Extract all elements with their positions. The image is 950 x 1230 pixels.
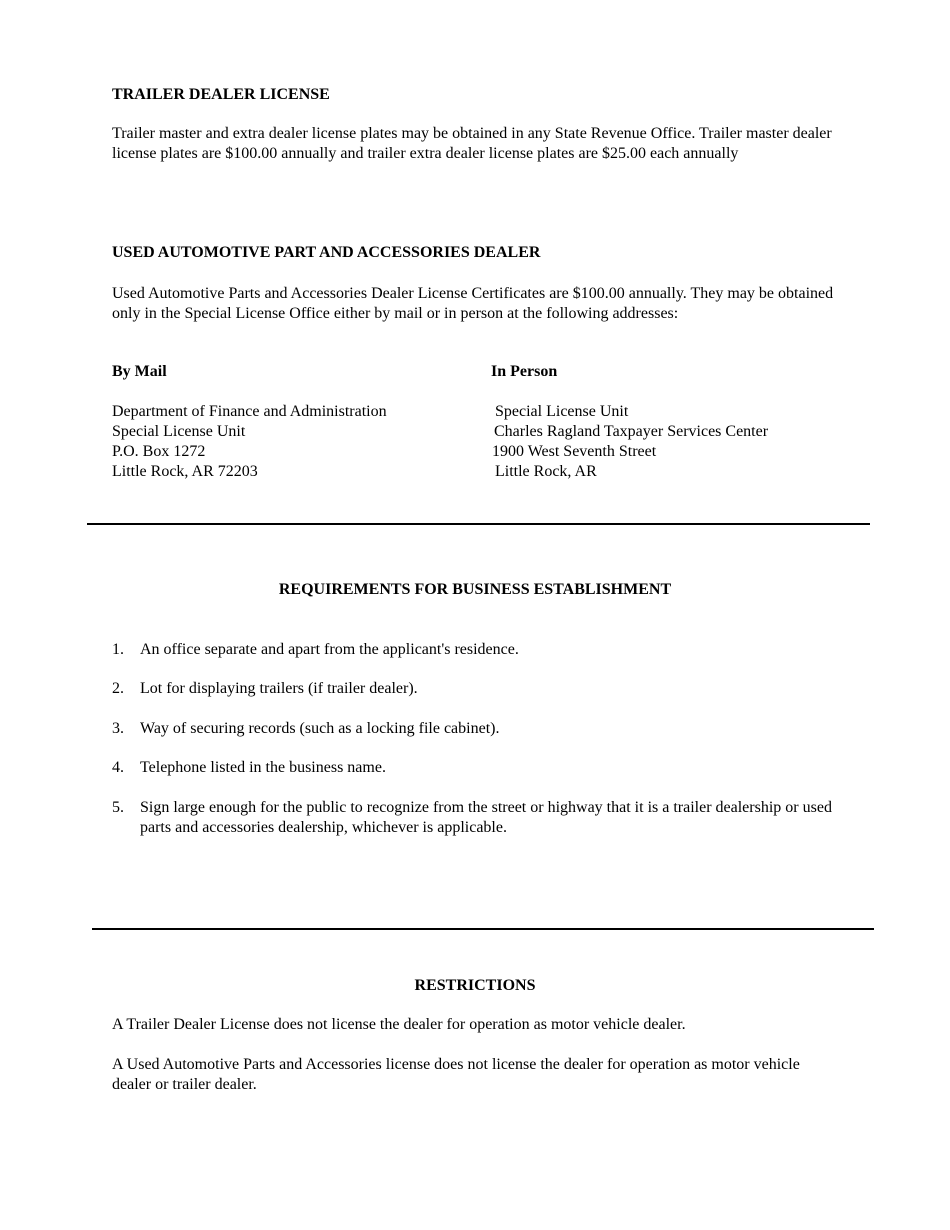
restrictions-heading: RESTRICTIONS: [414, 977, 536, 994]
list-item-text: Sign large enough for the public to recognize from the street or highway that it is a trailer dealership or used parts and accessories dealership, whichever is applicable.: [140, 799, 832, 836]
address-line: P.O. Box 1272: [112, 443, 206, 460]
list-item: [112, 758, 842, 778]
list-item: [112, 679, 842, 699]
list-item: [112, 719, 842, 739]
trailer-paragraph: Trailer master and extra dealer license plates may be obtained in any State Revenue Office. Trailer master dealer license plates are $100.00 annually and trailer extra dealer license plates are $25.00 each annually: [112, 125, 832, 162]
in-person-heading: In Person: [491, 363, 558, 380]
restrictions-paragraph: A Trailer Dealer License does not license the dealer for operation as motor vehicle dealer.: [112, 1016, 686, 1033]
address-line: Special License Unit: [495, 403, 629, 420]
restrictions-paragraph: A Used Automotive Parts and Accessories license does not license the dealer for operation as motor vehicle dealer or trailer dealer.: [112, 1056, 800, 1093]
list-item-number: 1.: [112, 641, 124, 658]
used-parts-paragraph: Used Automotive Parts and Accessories Dealer License Certificates are $100.00 annually. They may be obtained only in the Special License Office either by mail or in person at the following addresses:: [112, 285, 834, 322]
list-item-text: Lot for displaying trailers (if trailer dealer).: [140, 680, 418, 697]
requirements-list: [112, 640, 842, 840]
list-item-number: 2.: [112, 680, 124, 697]
address-line: Department of Finance and Administration: [112, 403, 387, 420]
address-line: 1900 West Seventh Street: [492, 443, 657, 460]
list-item-number: 3.: [112, 720, 124, 737]
list-item-number: 4.: [112, 759, 124, 776]
trailer-heading: TRAILER DEALER LICENSE: [112, 86, 330, 103]
list-item-text: Way of securing records (such as a locking file cabinet).: [140, 720, 500, 737]
address-line: Charles Ragland Taxpayer Services Center: [494, 423, 769, 440]
list-item: [112, 798, 842, 838]
requirements-heading: REQUIREMENTS FOR BUSINESS ESTABLISHMENT: [278, 581, 672, 598]
by-mail-address: [112, 402, 387, 482]
address-line: Special License Unit: [112, 423, 246, 440]
address-line: Little Rock, AR 72203: [112, 463, 258, 480]
list-item-number: 5.: [112, 799, 124, 816]
by-mail-heading: By Mail: [112, 363, 167, 380]
list-item-text: Telephone listed in the business name.: [140, 759, 386, 776]
list-item-text: An office separate and apart from the applicant's residence.: [140, 641, 519, 658]
section-divider: [87, 523, 870, 525]
in-person-address: [492, 402, 768, 482]
list-item: [112, 640, 842, 660]
used-parts-heading: USED AUTOMOTIVE PART AND ACCESSORIES DEALER: [112, 244, 541, 261]
address-line: Little Rock, AR: [495, 463, 597, 480]
section-divider: [92, 928, 874, 930]
